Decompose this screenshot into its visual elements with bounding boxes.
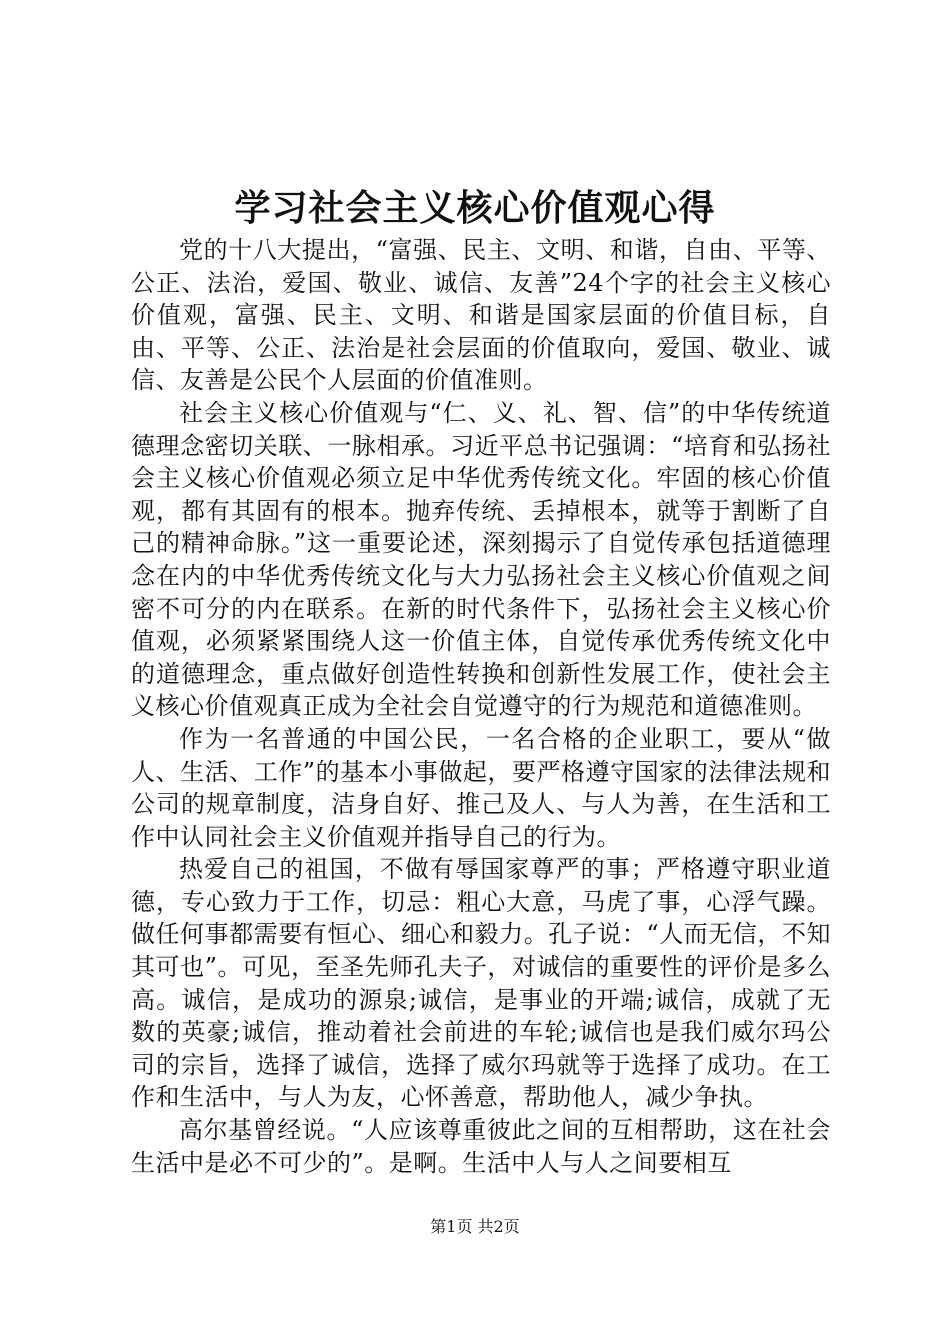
paragraph-4: 热爱自己的祖国，不做有辱国家尊严的事；严格遵守职业道德，专心致力于工作，切忌：粗心大意，马虎了事，心浮气躁。做任何事都需要有恒心、细心和毅力。孔子说：“人而无信，不知其可也”。可见，至圣先师孔夫子，对诚信的重要性的评价是多么高。诚信，是成功的源泉;诚信，是事业的开端;诚信，成就了无数的英豪;诚信，推动着社会前进的车轮;诚信也是我们威尔玛公司的宗旨，选择了诚信，选择了威尔玛就等于选择了成功。在工作和生活中，与人为友，心怀善意，帮助他人，减少争执。	[131, 855, 831, 1112]
paragraph-1: 党的十八大提出，“富强、民主、文明、和谐，自由、平等、公正、法治，爱国、敬业、诚信、友善”24个字的社会主义核心价值观，富强、民主、文明、和谐是国家层面的价值目标，自由、平等、公正、法治是社会层面的价值取向，爱国、敬业、诚信、友善是公民个人层面的价值准则。	[131, 236, 831, 395]
document-title: 学习社会主义核心价值观心得	[234, 187, 716, 229]
document-body	[131, 234, 831, 1179]
page-number-footer: 第1页 共2页	[430, 1217, 520, 1236]
paragraph-5: 高尔基曾经说。“人应该尊重彼此之间的互相帮助，这在社会生活中是必不可少的”。是啊。生活中人与人之间要相互	[131, 1116, 831, 1177]
paragraph-3: 作为一名普通的中国公民，一名合格的企业职工，要从“做人、生活、工作”的基本小事做起，要严格遵守国家的法律法规和公司的规章制度，洁身自好、推己及人、与人为善，在生活和工作中认同社会主义价值观并指导自己的行为。	[131, 724, 831, 851]
paragraph-2: 社会主义核心价值观与“仁、义、礼、智、信”的中华传统道德理念密切关联、一脉相承。习近平总书记强调：“培育和弘扬社会主义核心价值观必须立足中华优秀传统文化。牢固的核心价值观，都有其固有的根本。抛弃传统、丢掉根本，就等于割断了自己的精神命脉。”这一重要论述，深刻揭示了自觉传承包括道德理念在内的中华优秀传统文化与大力弘扬社会主义核心价值观之间密不可分的内在联系。在新的时代条件下，弘扬社会主义核心价值观，必须紧紧围绕人这一价值主体，自觉传承优秀传统文化中的道德理念，重点做好创造性转换和创新性发展工作，使社会主义核心价值观真正成为全社会自觉遵守的行为规范和道德准则。	[131, 398, 831, 721]
